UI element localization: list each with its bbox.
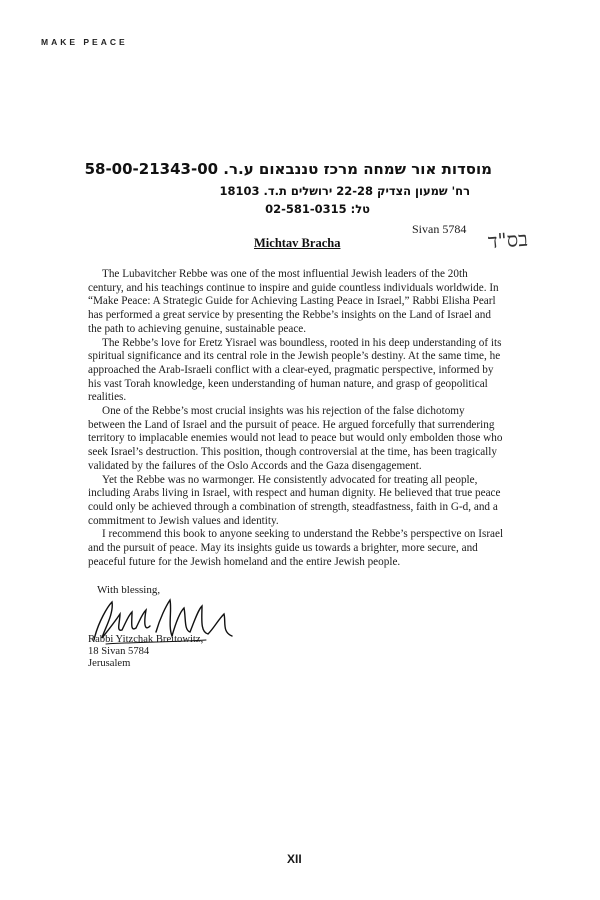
paragraph: I recommend this book to anyone seeking to understand the Rebbe’s perspective on Israel and the pursuit of peace. May its insights guide us towards a brighter, more secure, and peaceful future for the Jewish homeland and the entire Jewish people. bbox=[88, 528, 504, 568]
letterhead bbox=[0, 160, 600, 220]
letterhead-address: רח' שמעון הצדיק 22-28 ירושלים ת.ד. 18103 bbox=[219, 184, 470, 198]
paragraph: One of the Rebbe’s most crucial insights was his rejection of the false dichotomy between the Land of Israel and the pursuit of peace. He argued forcefully that surrendering territory to implacable enemies would not lead to peace but would only embolden those who seek Israel’s destruction. This position, though controversial at the time, has been tragically validated by the failures of the Oslo Accords and the Gaza disengagement. bbox=[88, 405, 503, 472]
letter-body bbox=[88, 268, 504, 569]
letterhead-org-name: מוסדות אור שמחה מרכז טננבאום ע.ר. 58-00-21343-00 bbox=[84, 160, 492, 178]
paragraph: Yet the Rebbe was no warmonger. He consistently advocated for treating all people, including Arabs living in Israel, with respect and human dignity. He believed that true peace could only be achieved through a combination of strength, steadfastness, faith in G-d, and a commitment to Jewish values and identity. bbox=[88, 473, 501, 527]
handwritten-annotation: בס"ד bbox=[487, 226, 529, 254]
letter-date: Sivan 5784 bbox=[412, 222, 467, 236]
page-number: XII bbox=[287, 852, 302, 866]
signature-block bbox=[88, 634, 203, 671]
signer-date: 18 Sivan 5784 bbox=[88, 646, 150, 658]
letterhead-phone: טל: 02-581-0315 bbox=[265, 202, 370, 216]
signer-name: Rabbi Yitzchak Breitowitz, bbox=[88, 634, 204, 645]
closing: With blessing, bbox=[97, 584, 161, 596]
running-head: MAKE PEACE bbox=[41, 37, 128, 47]
letter-title: Michtav Bracha bbox=[254, 236, 341, 250]
paragraph: The Rebbe’s love for Eretz Yisrael was boundless, rooted in his deep understanding of its spiritual significance and its central role in the Jewish people’s destiny. At the same time, he approached the Arab-Israeli conflict with a clear-eyed, pragmatic perspective, informed by his vast Torah knowledge, keen understanding of human nature, and grasp of geopolitical realities. bbox=[88, 336, 502, 404]
signer-location: Jerusalem bbox=[88, 658, 131, 670]
paragraph: The Lubavitcher Rebbe was one of the most influential Jewish leaders of the 20th century, and his teachings continue to inspire and guide countless individuals worldwide. In “Make Peace: A Strategic Guide for Achieving Lasting Peace in Israel,” Rabbi Elisha Pearl has performed a great service by presenting the Rebbe’s insights on the Land of Israel and the path to achieving genuine, sustainable peace. bbox=[88, 268, 499, 335]
